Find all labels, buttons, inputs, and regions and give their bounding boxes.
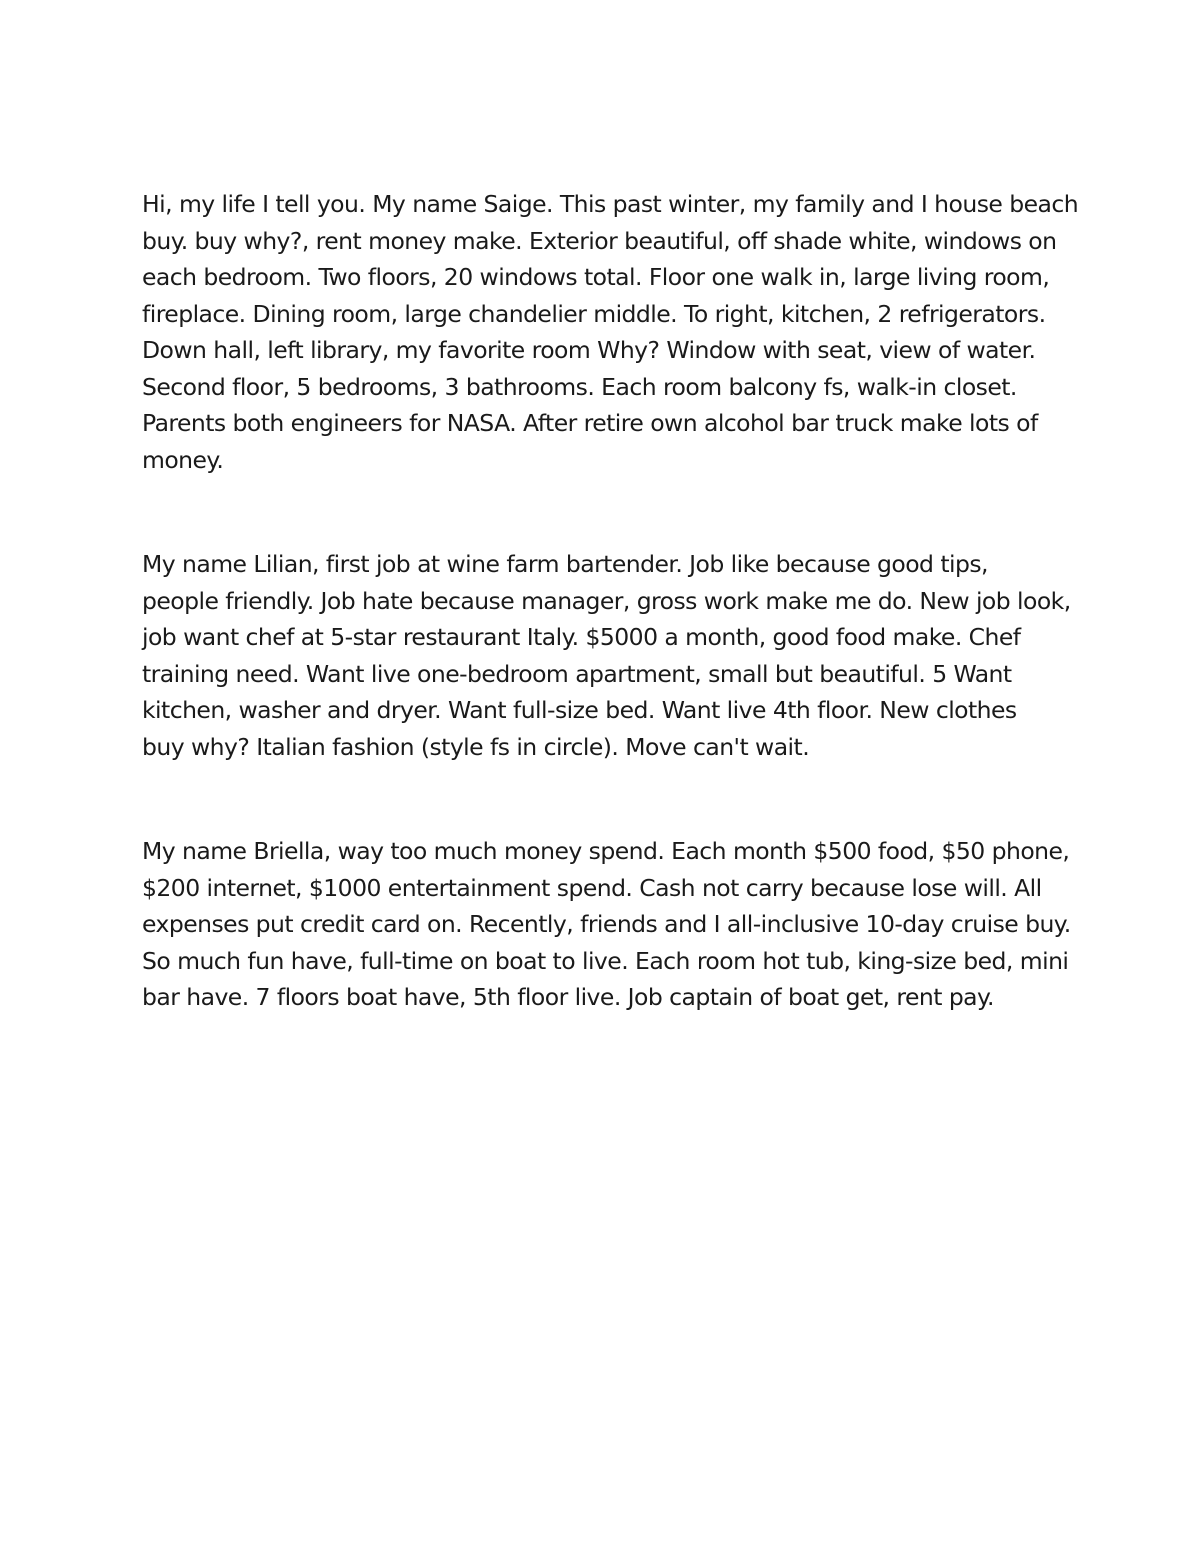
paragraph-line: fireplace. Dining room, large chandelier middle. To right, kitchen, 2 refrigerators. [142, 299, 1046, 328]
document-body [142, 186, 1082, 1084]
paragraph-line: bar have. 7 floors boat have, 5th floor live. Job captain of boat get, rent pay. [142, 983, 994, 1011]
paragraph-line: $200 internet, $1000 entertainment spend. Cash not carry because lose will. All [142, 873, 1042, 902]
paragraph-line: So much fun have, full-time on boat to live. Each room hot tub, king-size bed, mini [142, 946, 1069, 975]
paragraph-line: expenses put credit card on. Recently, friends and I all-inclusive 10-day cruise buy. [142, 910, 1071, 938]
paragraph-line: My name Lilian, first job at wine farm bartender. Job like because good tips, [142, 550, 988, 578]
paragraph-line: Hi, my life I tell you. My name Saige. This past winter, my family and I house beach [142, 190, 1079, 218]
paragraph-line: each bedroom. Two floors, 20 windows total. Floor one walk in, large living room, [142, 263, 1050, 291]
paragraph-line: buy. buy why?, rent money make. Exterior beautiful, off shade white, windows on [142, 226, 1057, 255]
paragraph-lilian [142, 546, 1082, 765]
paragraph-line: Parents both engineers for NASA. After retire own alcohol bar truck make lots of [142, 409, 1038, 437]
paragraph-line: money. [142, 445, 224, 474]
paragraph-line: buy why? Italian fashion (style fs in circle). Move can't wait. [142, 732, 810, 761]
paragraph-line: training need. Want live one-bedroom apartment, small but beautiful. 5 Want [142, 659, 1012, 688]
paragraph-line: My name Briella, way too much money spend. Each month $500 food, $50 phone, [142, 837, 1070, 865]
paragraph-briella [142, 833, 1082, 1016]
paragraph-line: Second floor, 5 bedrooms, 3 bathrooms. Each room balcony fs, walk-in closet. [142, 372, 1017, 401]
paragraph-line: job want chef at 5-star restaurant Italy. $5000 a month, good food make. Chef [142, 623, 1021, 651]
paragraph-line: kitchen, washer and dryer. Want full-size bed. Want live 4th floor. New clothes [142, 696, 1017, 724]
paragraph-saige [142, 186, 1082, 478]
paragraph-line: Down hall, left library, my favorite room Why? Window with seat, view of water. [142, 336, 1036, 364]
paragraph-line: people friendly. Job hate because manager, gross work make me do. New job look, [142, 586, 1071, 615]
